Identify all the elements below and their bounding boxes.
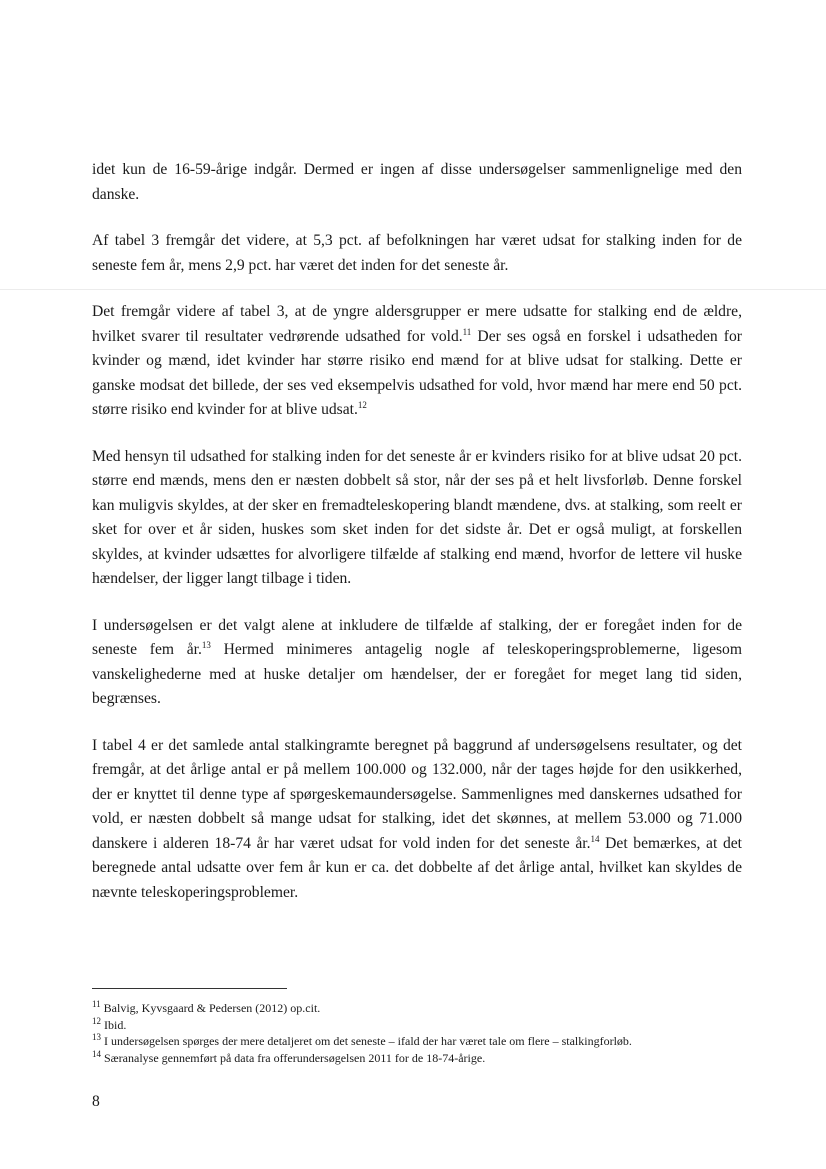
footnote-ref-14: 14: [590, 833, 600, 844]
paragraph-1: idet kun de 16-59-årige indgår. Dermed er ingen af disse undersøgelser sammenlignelige med den danske.: [92, 161, 742, 203]
page-number: 8: [92, 1093, 100, 1110]
paragraph-2: Af tabel 3 fremgår det videre, at 5,3 pct. af befolkningen har været udsat for stalking inden for de seneste fem år, mens 2,9 pct. har været det inden for det seneste år.: [92, 232, 742, 274]
footnote-12: $^{12}$ Ibid.: [92, 1015, 127, 1032]
paragraph-6: I tabel 4 er det samlede antal stalkingramte beregnet på baggrund af undersøgelsens resultater, og det fremgår, at det årlige antal er på mellem 100.000 og 132.000, når der tages højde for den usikkerhed, der er knyttet til denne type af spørgeskemaundersøgelse. Sammenlignes med danskernes udsathed for vold, er næsten dobbelt så mange udsat for stalking, idet det skønnes, at mellem 53.000 og 71.000 danskere i alderen 18-74 år har været udsat for vold inden for det seneste år.$^{14}$ Det bemærkes, at det beregnede antal udsatte over fem år kun er ca. det dobbelte af det årlige antal, hvilket kan skyldes de nævnte teleskoperingsproblemer.: [92, 736, 742, 901]
paragraph-5: I undersøgelsen er det valgt alene at inkludere de tilfælde af stalking, der er foregået inden for de seneste fem år.$^{13}$ Hermed minimeres antagelig nogle af teleskoperingsproblemerne, ligesom vanskelighederne med at huske detaljer om hændelser, der er foregået for meget lang tid siden, begrænses.: [92, 616, 742, 707]
footnote-11: $^{11}$ Balvig, Kyvsgaard & Pedersen (2012) op.cit.: [92, 999, 321, 1015]
footnotes: [92, 1000, 742, 1066]
footnote-13: $^{13}$ I undersøgelsen spørges der mere detaljeret om det seneste – ifald der har været tale om flere – stalkingforløb.: [92, 1032, 632, 1048]
paragraph-3: Det fremgår videre af tabel 3, at de yngre aldersgrupper er mere udsatte for stalking end de ældre, hvilket svarer til resultater vedrørende udsathed for vold.$^{11}$ Der ses også en forskel i udsatheden for kvinder og mænd, idet kvinder har større risiko end mænd for at blive udsat for stalking. Dette er ganske modsat det billede, der ses ved eksempelvis udsathed for vold, hvor mænd har mere end 50 pct. større risiko end kvinder for at blive udsat.$^{12}$: [92, 303, 742, 418]
paragraph-4: Med hensyn til udsathed for stalking inden for det seneste år er kvinders risiko for at blive udsat 20 pct. større end mænds, mens den er næsten dobbelt så stor, når der ses på et helt livsforløb. Denne forskel kan muligvis skyldes, at der sker en fremadteleskopering blandt mændene, dvs. at stalking, som reelt er sket for over et år siden, huskes som sket inden for det sidste år. Det er også muligt, at forskellen skyldes, at kvinder udsættes for alvorligere tilfælde af stalking end mænd, hvorfor de lettere vil huske hændelser, der ligger langt tilbage i tiden.: [92, 447, 742, 587]
footnote-ref-13: 13: [201, 639, 211, 650]
footnote-ref-11: 11: [462, 326, 472, 337]
footnote-14: $^{14}$ Særanalyse gennemført på data fra offerundersøgelsen 2011 for de 18-74-årige.: [92, 1048, 486, 1065]
footnote-divider: [92, 988, 287, 989]
body-text: [92, 158, 742, 927]
footnote-ref-12: 12: [357, 399, 367, 410]
